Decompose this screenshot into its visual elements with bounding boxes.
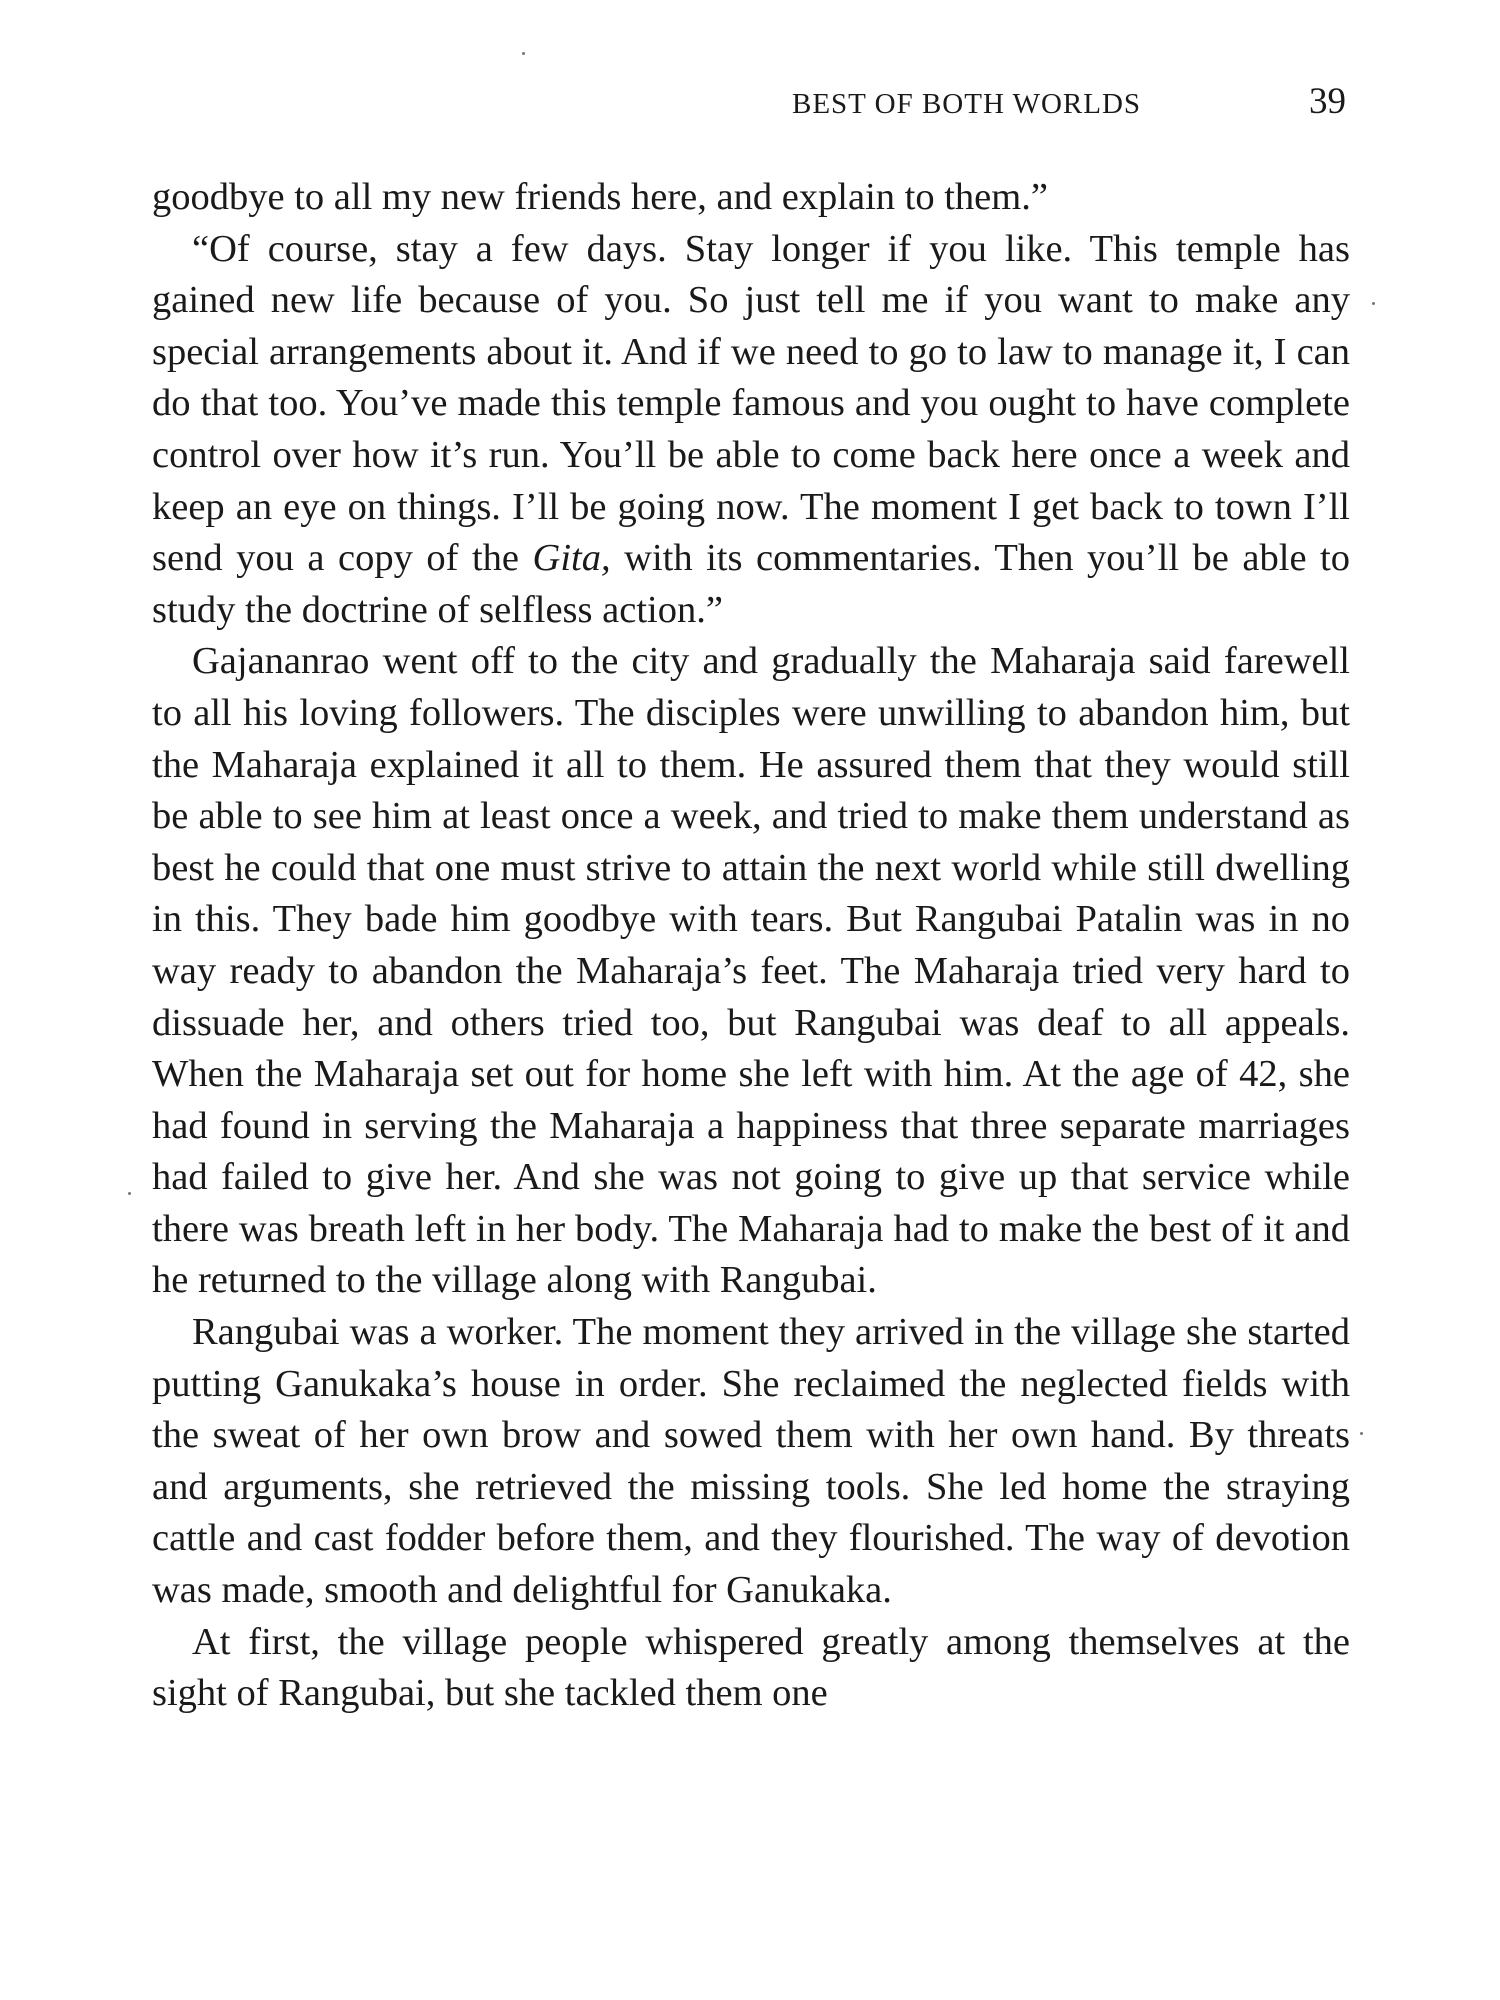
paragraph-village-people: At first, the village people whispered greatly among themselves at the sight of Rangubai, but she tackled them one xyxy=(152,1620,1350,1715)
dialogue-text-end: with its commentaries. Then you’ll be able to study the doctrine of selfless action.” xyxy=(152,537,1351,631)
scan-speck xyxy=(1372,302,1375,305)
scan-speck xyxy=(1360,1432,1363,1435)
paragraph-rangubai-worker: Rangubai was a worker. The moment they arrived in the village she started putting Ganukaka’s house in order. She reclaimed the neglected fields with the sweat of her own brow and sowed them with her own hand. By threats and arguments, she retrieved the missing tools. She led home the straying cattle and cast fodder before them, and they flourished. The way of devotion was made, smooth and delightful for Ganukaka. xyxy=(152,1311,1350,1612)
scan-speck xyxy=(522,52,525,55)
paragraph-continued: goodbye to all my new friends here, and explain to them.” xyxy=(152,176,1048,218)
paragraph-farewell: Gajananrao went off to the city and gradually the Maharaja said farewell to all his loving followers. The disciples were unwilling to abandon him, but the Maharaja explained it all to them. He assured them that they would still be able to see him at least once a week, and tried to make them understand as best he could that one must strive to attain the next world while still dwelling in this. They bade him goodbye with tears. But Rangubai Patalin was in no way ready to abandon the Maharaja’s feet. The Maharaja tried very hard to dissuade her, and others tried too, but Rangubai was deaf to all appeals. When the Maharaja set out for home she left with him. At the age of 42, she had found in serving the Maharaja a happiness that three separate marriages had failed to give her. And she was not going to give up that service while there was breath left in her body. The Maharaja had to make the best of it and he returned to the village along with Rangubai. xyxy=(152,640,1350,1302)
book-title-gita: Gita, xyxy=(532,537,611,580)
body-text xyxy=(152,172,1350,1720)
paragraph-dialogue xyxy=(152,224,1350,637)
page-number: 39 xyxy=(1309,81,1346,122)
dialogue-text: “Of course, stay a few days. Stay longer if you like. This temple has gained new life because of you. So just tell me if you want to make any special arrangements about it. And if we need to go to law to manage it, I can do that too. You’ve made this temple famous and you ought to have complete control over how it’s run. You’ll be able to come back here once a week and keep an eye on things. I’ll be going now. The moment I get back to town I’ll send you a copy of the xyxy=(152,227,1350,580)
running-title: BEST OF BOTH WORLDS xyxy=(792,88,1142,120)
scan-speck xyxy=(128,1192,131,1195)
running-head xyxy=(600,80,1346,123)
